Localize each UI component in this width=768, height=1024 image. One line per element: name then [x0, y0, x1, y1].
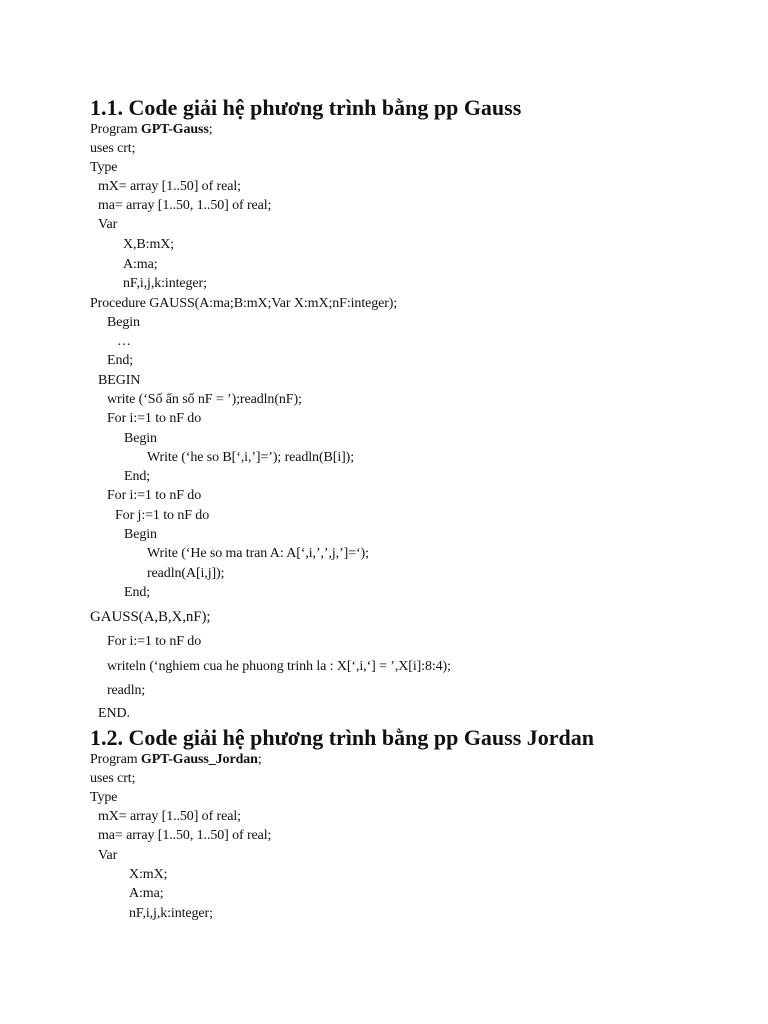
code-line: Begin: [124, 527, 157, 542]
code-line: nF,i,j,k:integer;: [129, 906, 213, 921]
code-line: End;: [107, 353, 134, 368]
code-line: End;: [124, 585, 151, 600]
code-line: For i:=1 to nF do: [107, 634, 202, 649]
code-line: End;: [124, 469, 151, 484]
code-line: Var: [98, 848, 118, 863]
code-line: Type: [90, 160, 118, 175]
program-name: GPT-Gauss_Jordan: [140, 752, 258, 767]
code-line: X,B:mX;: [123, 237, 175, 252]
code-line: nF,i,j,k:integer;: [123, 276, 207, 291]
code-line: For i:=1 to nF do: [107, 411, 202, 426]
code-line: readln;: [107, 683, 146, 698]
code-line: ma= array [1..50, 1..50] of real;: [98, 198, 272, 213]
code-line: BEGIN: [98, 373, 141, 388]
code-line: Type: [90, 790, 118, 805]
code-line: A:ma;: [129, 886, 164, 901]
code-line: uses crt;: [90, 141, 136, 156]
program-name: GPT-Gauss: [140, 122, 209, 137]
code-line: Begin: [107, 315, 140, 330]
code-line: mX= array [1..50] of real;: [98, 179, 241, 194]
section-heading-gauss-jordan: 1.2. Code giải hệ phương trình bằng pp Gauss Jordan: [90, 725, 595, 750]
code-line: END.: [98, 706, 130, 721]
code-line: Write (‘He so ma tran A: A[‘,i,’,’,j,’]=‘);: [147, 546, 369, 561]
code-line: Var: [98, 217, 118, 232]
code-line: GAUSS(A,B,X,nF);: [90, 609, 211, 625]
code-line: …: [117, 334, 131, 349]
code-line: ma= array [1..50, 1..50] of real;: [98, 828, 272, 843]
code-line: readln(A[i,j]);: [147, 566, 225, 581]
code-line: A:ma;: [123, 257, 158, 272]
code-line: Write (‘he so B[‘,i,’]=’); readln(B[i]);: [147, 450, 355, 465]
code-line: For j:=1 to nF do: [115, 508, 210, 523]
code-line: writeln (‘nghiem cua he phuong trinh la : X[‘,i,‘] = ’,X[i]:8:4);: [107, 659, 451, 674]
program-line: Program GPT-Gauss_Jordan;: [90, 752, 262, 767]
code-line: X:mX;: [129, 867, 168, 882]
code-line: Procedure GAUSS(A:ma;B:mX;Var X:mX;nF:integer);: [90, 296, 398, 311]
section-heading-gauss: 1.1. Code giải hệ phương trình bằng pp Gauss: [90, 95, 522, 120]
code-line: write (‘Số ẩn số nF = ’);readln(nF);: [107, 392, 302, 407]
code-line: For i:=1 to nF do: [107, 488, 202, 503]
code-line: mX= array [1..50] of real;: [98, 809, 241, 824]
code-line: uses crt;: [90, 771, 136, 786]
program-line: Program GPT-Gauss;: [90, 122, 213, 137]
code-line: Begin: [124, 431, 157, 446]
